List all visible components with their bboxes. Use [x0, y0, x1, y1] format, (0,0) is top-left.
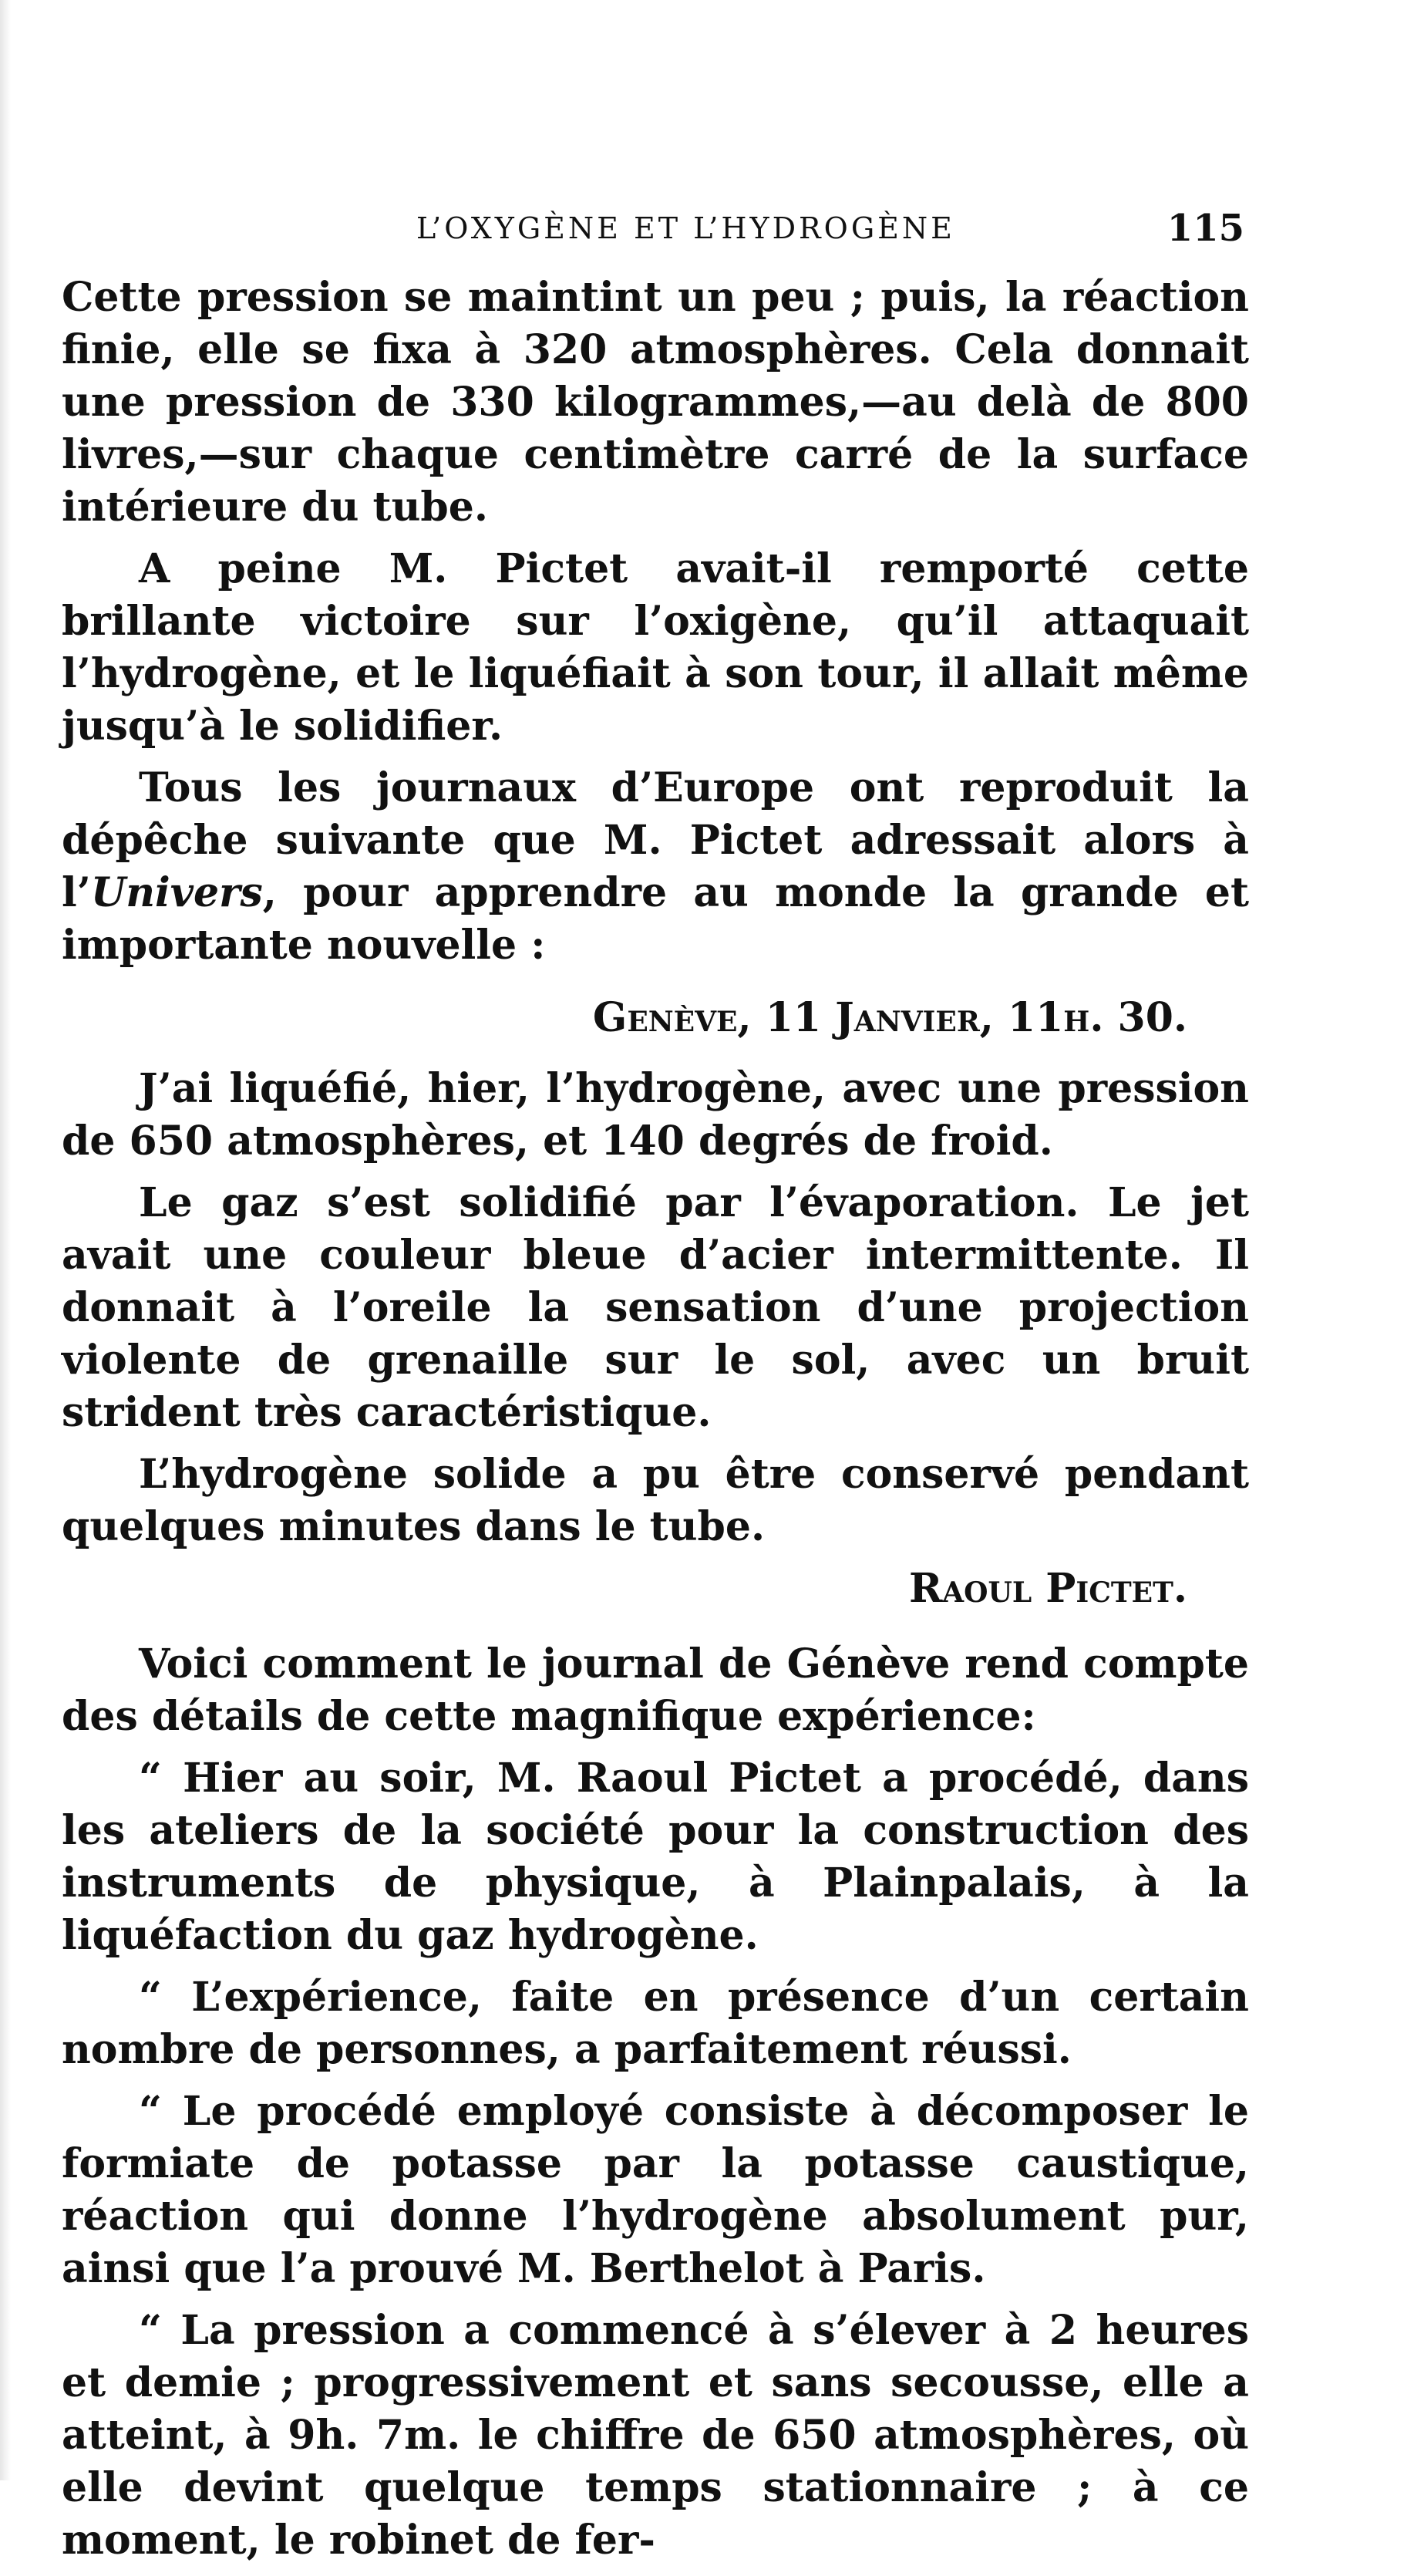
- paragraph-3-text-b: , pour apprendre au monde la grande et importante nouvelle :: [62, 869, 1249, 969]
- paragraph-7: Voici comment le journal de Génève rend compte des détails de cette magnifique expérience:: [62, 1640, 1249, 1740]
- paragraph-1: Cette pression se maintint un peu ; puis, la réaction finie, elle se fixa à 320 atmosphères. Cela donnait une pression de 330 kilogrammes,—au delà de 800 livres,—sur chaque centimètre carré de la surface intérieure du tube.: [62, 274, 1249, 531]
- telegram-signature: Raoul Pictet.: [908, 1565, 1187, 1612]
- running-title: L’OXYGÈNE ET L’HYDROGÈNE: [416, 211, 955, 245]
- quote-paragraph-4: “ La pression a commencé à s’élever à 2 heures et demie ; progressivement et sans secousse, elle a atteint, à 9h. 7m. le chiffre de 650 atmosphères, où elle devint quelque temps stationnaire ; à ce moment, le robinet de fer-: [62, 2307, 1249, 2564]
- page-edge-shadow: [0, 0, 11, 2480]
- quote-paragraph-3: “ Le procédé employé consiste à décomposer le formiate de potasse par la potasse caustique, réaction qui donne l’hydrogène absolument pur, ainsi que l’a prouvé M. Berthelot à Paris.: [62, 2088, 1249, 2292]
- page-header: [77, 207, 1249, 261]
- telegram-paragraph-2: Le gaz s’est solidifié par l’évaporation. Le jet avait une couleur bleue d’acier intermittente. Il donnait à l’oreile la sensation d’une projection violente de grenaille sur le sol, avec un bruit strident très caractéristique.: [62, 1179, 1249, 1436]
- paragraph-3: [62, 762, 1249, 972]
- page-number: 115: [1167, 207, 1244, 250]
- paragraph-2: A peine M. Pictet avait-il remporté cette brillante victoire sur l’oxigène, qu’il attaquait l’hydrogène, et le liquéfiait à son tour, il allait même jusqu’à le solidifier.: [62, 545, 1249, 750]
- quote-paragraph-1: “ Hier au soir, M. Raoul Pictet a procédé, dans les ateliers de la société pour la construction des instruments de physique, à Plainpalais, à la liquéfaction du gaz hydrogène.: [62, 1755, 1249, 1959]
- body-text: [62, 271, 1249, 2576]
- telegram-dateline: Genève, 11 Janvier, 11h. 30.: [592, 994, 1187, 1041]
- quote-paragraph-2: “ L’expérience, faite en présence d’un certain nombre de personnes, a parfaitement réussi.: [62, 1974, 1249, 2073]
- telegram-paragraph-3: L’hydrogène solide a pu être conservé pendant quelques minutes dans le tube.: [62, 1451, 1249, 1550]
- telegram-paragraph-1: J’ai liquéfié, hier, l’hydrogène, avec une pression de 650 atmosphères, et 140 degrés de froid.: [62, 1065, 1249, 1165]
- newspaper-name: Univers: [90, 869, 263, 916]
- paragraph-3-text-a: Tous les journaux d’Europe ont reproduit la dépêche suivante que M. Pictet adressait alors à l’: [62, 764, 1249, 916]
